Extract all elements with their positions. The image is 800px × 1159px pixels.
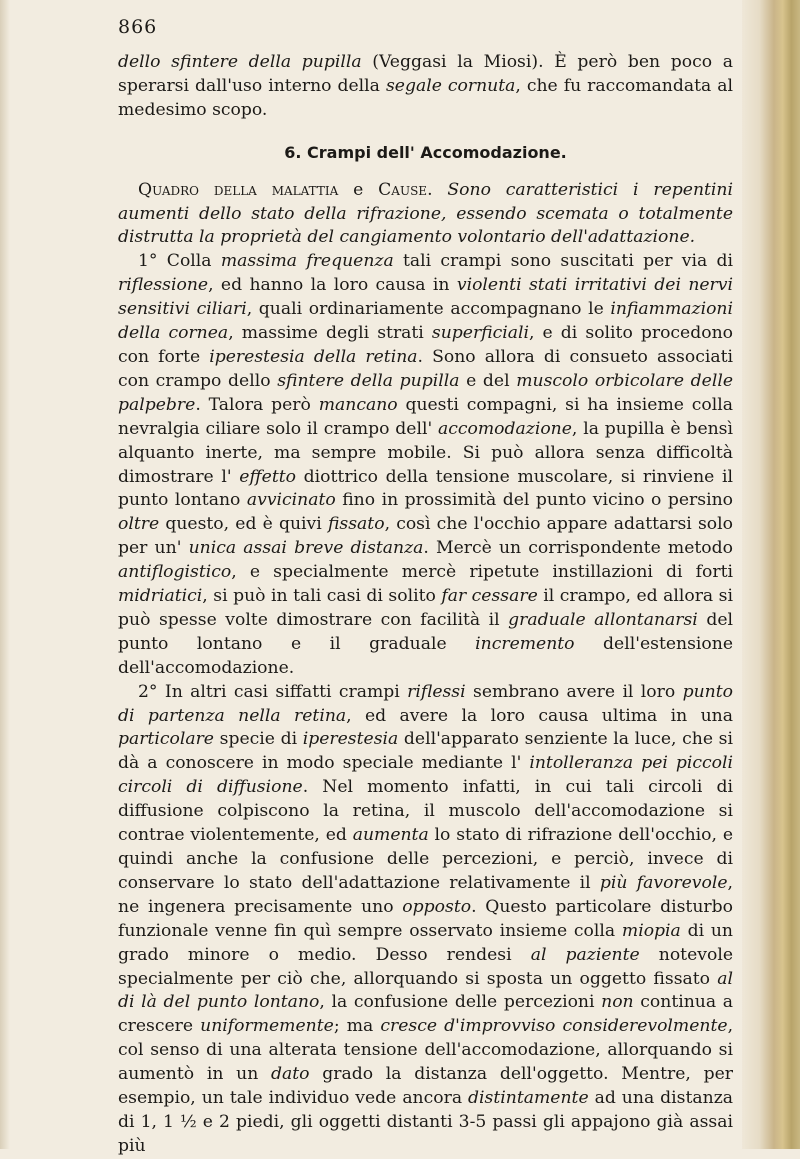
section-heading: 6. Crampi dell' Accomodazione.	[284, 142, 567, 162]
paragraph	[118, 681, 733, 1159]
text-run: Sono caratteristici i repentini aumenti dello stato della rifrazione, essendo scemata o totalmente distrutta la proprietà del cangiamento volontario dell'adattazione.	[118, 179, 733, 248]
text-run: superficiali	[431, 323, 529, 344]
text-run: miopia	[621, 920, 681, 941]
text-run: punto di partenza nella retina	[118, 681, 733, 726]
text-run: infiammazioni della cornea	[118, 299, 733, 344]
text-run: effetto	[239, 466, 296, 487]
text-run: continua a crescere	[118, 992, 733, 1037]
text-run: notevole specialmente per ciò che, allorquando si sposta un oggetto fissato	[118, 944, 733, 989]
text-run: opposto	[402, 896, 472, 917]
text-run: , ed hanno la loro causa in	[208, 275, 457, 296]
text-run: 1° Colla	[138, 251, 221, 272]
text-run: specie di	[213, 729, 303, 750]
text-run: , la confusione delle percezioni	[319, 992, 602, 1013]
page-content	[118, 51, 733, 1159]
text-run: grado la distanza dell'oggetto. Mentre, per esempio, un tale individuo vede ancora	[118, 1064, 733, 1109]
text-run: iperestesia della retina	[209, 346, 418, 367]
text-run: riflessione	[118, 275, 209, 296]
text-run: , e specialmente mercè ripetute instillazioni di forti	[231, 562, 733, 583]
text-run: non	[601, 992, 634, 1013]
text-run: riflessi	[407, 681, 466, 702]
text-run: fino in prossimità del punto vicino o persino	[335, 490, 733, 511]
text-run: cresce d'improvviso considerevolmente	[380, 1016, 728, 1037]
text-run: fissato	[327, 514, 385, 535]
text-run: (Veggasi la Miosi). È però ben poco a sperarsi dall'uso interno della	[118, 52, 733, 96]
text-run: , così che l'occhio appare adattarsi solo per un'	[118, 514, 733, 559]
text-run: . Nel momento infatti, in cui tali circoli di diffusione colpiscono la retina, il muscolo dell'accomodazione si contrae violentemente, ed	[118, 777, 733, 846]
text-run: al paziente	[530, 944, 640, 965]
text-run: ad una distanza di 1, 1 ½ e 2 piedi, gli oggetti distanti 3-5 passi gli appajono già assai più	[118, 1088, 734, 1156]
paragraph	[118, 179, 733, 251]
text-run: antiflogistico	[118, 562, 232, 583]
text-run: lo stato di rifrazione dell'occhio, e quindi anche la confusione delle percezioni, e perciò, invece di conservare lo stato dell'adattazione relativamente il	[118, 825, 733, 893]
text-run: , col senso di una alterata tensione dell'accomodazione, allorquando si aumentò in un	[118, 1016, 734, 1085]
text-run: del punto lontano e il graduale	[118, 609, 733, 654]
text-run: iperestesia	[302, 729, 399, 750]
text-run: sembrano avere il loro	[465, 681, 683, 702]
text-run: Cause.	[378, 179, 433, 200]
text-run: , si può in tali casi di solito	[202, 586, 442, 607]
text-run: dato	[271, 1064, 310, 1085]
text-run: , la pupilla è bensì alquanto inerte, ma sempre mobile. Si può allora senza difficoltà dimostrare l'	[118, 418, 733, 487]
text-run: questi compagni, si ha insieme colla nevralgia ciliare solo il crampo dell'	[118, 394, 733, 439]
text-run: . Talora però	[195, 394, 319, 415]
text-run: graduale allontanarsi	[508, 609, 698, 630]
paragraph	[118, 250, 733, 680]
text-run: far cessare	[441, 586, 538, 607]
text-run: sfintere della pupilla	[277, 370, 460, 391]
text-run: intolleranza pei piccoli circoli di diffusione	[118, 753, 733, 798]
text-run: segale cornuta	[385, 75, 516, 96]
text-run: dell'estensione dell'accomodazione.	[118, 633, 733, 678]
text-run: particolare	[118, 729, 214, 750]
book-page	[118, 0, 734, 1156]
text-run: , quali ordinariamente accompagnano le	[246, 299, 611, 320]
text-run: e	[338, 179, 379, 200]
text-run: violenti stati irritativi dei nervi sensitivi ciliari	[118, 275, 733, 320]
book-spine-edge	[742, 0, 800, 1149]
text-run: , ed avere la loro causa ultima in una	[346, 705, 733, 726]
text-run: questo, ed è quivi	[159, 514, 328, 535]
text-run: massima frequenza	[220, 251, 394, 272]
text-run: . Sono allora di consueto associati con crampo dello	[118, 346, 733, 391]
text-run: e del	[459, 370, 517, 391]
text-run: accomodazione	[438, 418, 572, 439]
text-run: al di là del punto lontano	[118, 968, 733, 1013]
page-number: 866	[118, 16, 158, 38]
text-run: oltre	[118, 514, 160, 535]
text-run: dell'apparato senziente la luce, che si dà a conoscere in modo speciale mediante l'	[118, 729, 733, 774]
text-run: , e di solito procedono con forte	[118, 323, 734, 367]
text-run: midriatici	[118, 586, 203, 607]
text-run: dello sfintere della pupilla	[118, 52, 362, 72]
text-run: tali crampi sono suscitati per via di	[393, 251, 733, 272]
text-run: incremento	[475, 633, 575, 654]
text-run: . Mercè un corrispondente metodo	[423, 538, 734, 559]
text-run: diottrico della tensione muscolare, si rinviene il punto lontano	[118, 466, 733, 511]
text-run: più favorevole	[599, 872, 728, 893]
text-run: , che fu raccomandata al medesimo scopo.	[118, 75, 733, 120]
text-run: il crampo, ed allora si può spesse volte dimostrare con facilità il	[118, 586, 733, 630]
text-run: distintamente	[468, 1088, 589, 1109]
text-run: , ne ingenera precisamente uno	[118, 872, 733, 917]
text-run: aumenta	[352, 825, 429, 846]
text-run: avvicinato	[246, 490, 336, 511]
intro-paragraph	[118, 51, 733, 123]
body-paragraphs	[118, 179, 733, 1159]
text-run: unica assai breve distanza	[188, 538, 424, 559]
text-run: ; ma	[333, 1016, 381, 1037]
text-run: muscolo orbicolare delle palpebre	[118, 370, 734, 415]
text-run: di un grado minore o medio. Desso rendesi	[118, 920, 733, 965]
text-run: Quadro della malattia	[138, 179, 339, 200]
text-run: 2° In altri casi siffatti crampi	[138, 681, 408, 702]
text-run: , massime degli strati	[228, 323, 432, 344]
text-run: mancano	[318, 394, 398, 415]
text-run: . Questo particolare disturbo funzionale venne fin quì sempre osservato insieme colla	[118, 896, 733, 941]
page-left-edge	[0, 0, 10, 1149]
text-run: uniformemente	[200, 1016, 334, 1037]
